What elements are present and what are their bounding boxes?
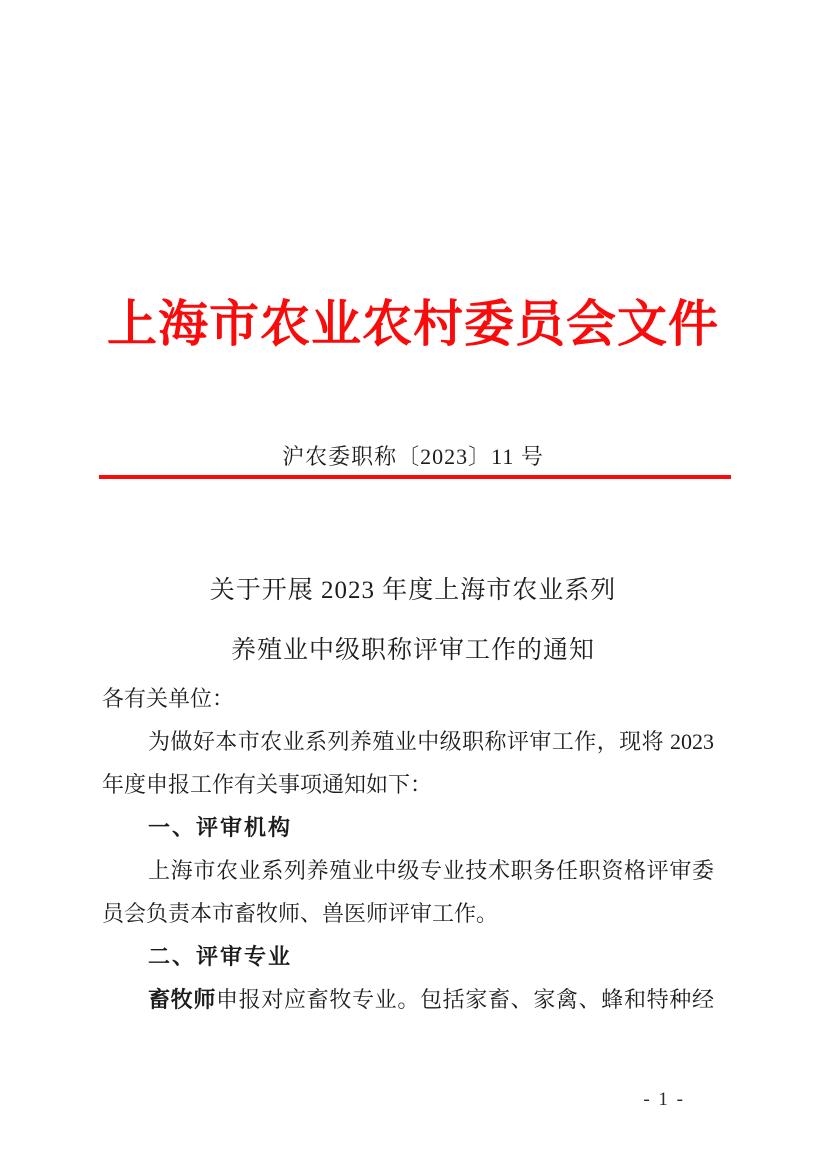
paragraph-3-bold-term: 畜牧师 [148,987,216,1012]
section-heading-1: 一、评审机构 [148,815,293,840]
paragraph-1-line-2: 年度申报工作有关事项通知如下： [102,772,433,797]
document-title-line-2: 养殖业中级职称评审工作的通知 [230,637,595,664]
paragraph-3-text: 申报对应畜牧专业。包括家畜、家禽、蜂和特种经 [216,987,714,1012]
paragraph-2-line-2: 员会负责本市畜牧师、兽医师评审工作。 [102,901,499,926]
paragraph-2-line-1: 上海市农业系列养殖业中级专业技术职务任职资格评审委 [148,858,714,883]
paragraph-3-line-1 [102,978,714,1021]
paragraph-1-line-1: 为做好本市农业系列养殖业中级职称评审工作，现将 2023 [148,729,714,754]
document-body [102,677,714,1021]
document-title-line-1: 关于开展 2023 年度上海市农业系列 [209,577,617,604]
document-number: 沪农委职称〔2023〕11 号 [282,444,544,469]
section-heading-2: 二、评审专业 [148,944,293,969]
agency-header-title: 上海市农业农村委员会文件 [107,296,719,352]
red-separator-line [99,475,731,479]
page-number: - 1 - [643,1089,685,1110]
salutation: 各有关单位： [102,686,235,711]
